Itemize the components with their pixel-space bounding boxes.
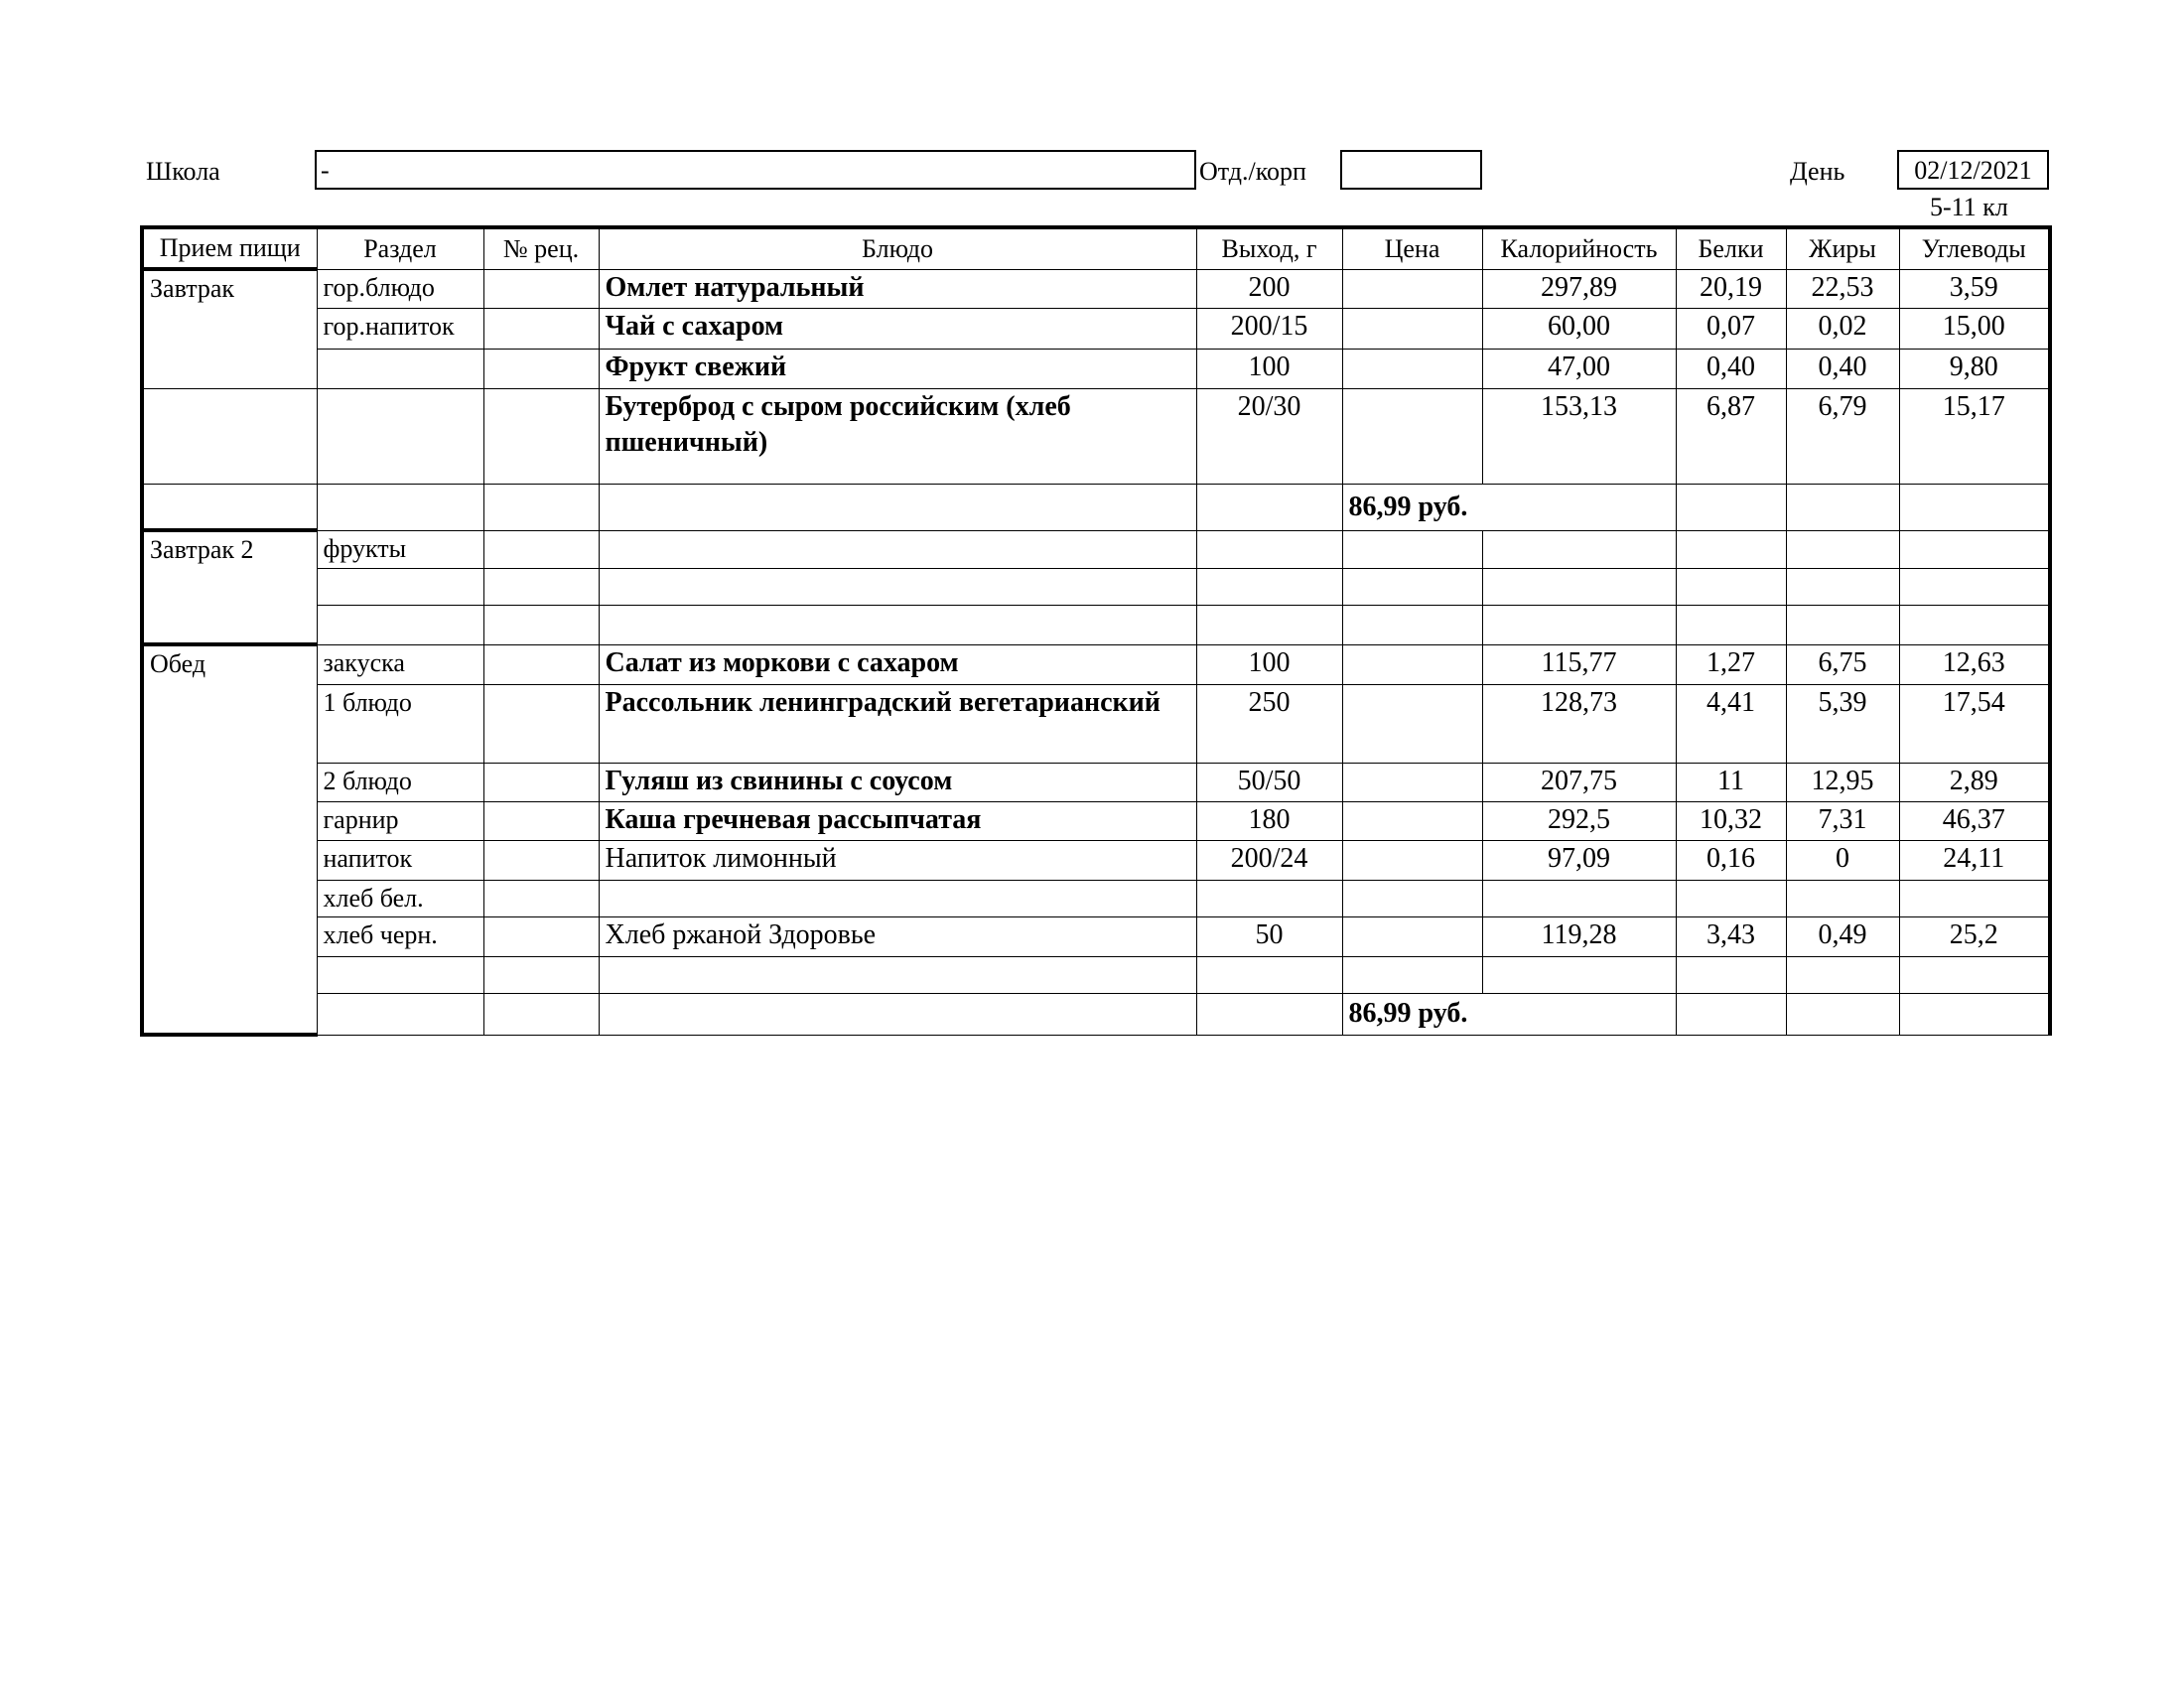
protein-cell [1676, 530, 1786, 568]
carbs-cell: 46,37 [1899, 801, 2050, 840]
yield-cell: 50/50 [1196, 763, 1342, 801]
yield-cell [1196, 880, 1342, 916]
price-cell [1342, 568, 1482, 605]
section-cell: гор.напиток [317, 308, 483, 349]
col-yield: Выход, г [1196, 227, 1342, 269]
fat-cell: 22,53 [1786, 269, 1899, 308]
table-row [142, 840, 2050, 880]
recipe-no-cell [483, 916, 599, 956]
price-cell [1342, 956, 1482, 993]
section-cell [317, 484, 483, 530]
fat-cell [1786, 568, 1899, 605]
recipe-no-cell [483, 763, 599, 801]
yield-cell [1196, 956, 1342, 993]
calories-cell: 297,89 [1482, 269, 1676, 308]
recipe-no-cell [483, 568, 599, 605]
section-cell: гарнир [317, 801, 483, 840]
yield-cell: 250 [1196, 684, 1342, 763]
table-row [142, 568, 2050, 605]
carbs-cell [1899, 880, 2050, 916]
section-cell: хлеб черн. [317, 916, 483, 956]
recipe-no-cell [483, 801, 599, 840]
table-row [142, 801, 2050, 840]
section-cell: 1 блюдо [317, 684, 483, 763]
fat-cell [1786, 484, 1899, 530]
yield-cell: 180 [1196, 801, 1342, 840]
calories-cell [1482, 880, 1676, 916]
price-cell [1342, 644, 1482, 684]
breakfast-price-total: 86,99 руб. [1342, 484, 1676, 530]
protein-cell [1676, 605, 1786, 644]
col-price: Цена [1342, 227, 1482, 269]
table-row [142, 763, 2050, 801]
recipe-no-cell [483, 993, 599, 1035]
carbs-cell: 2,89 [1899, 763, 2050, 801]
calories-cell: 97,09 [1482, 840, 1676, 880]
total-row [142, 484, 2050, 530]
carbs-cell [1899, 568, 2050, 605]
dish-cell: Рассольник ленинградский вегетарианский [599, 684, 1196, 763]
fat-cell: 0,49 [1786, 916, 1899, 956]
section-cell [317, 568, 483, 605]
dish-cell [599, 530, 1196, 568]
col-carbs: Углеводы [1899, 227, 2050, 269]
carbs-cell [1899, 993, 2050, 1035]
table-row [142, 644, 2050, 684]
yield-cell [1196, 993, 1342, 1035]
section-cell: хлеб бел. [317, 880, 483, 916]
recipe-no-cell [483, 880, 599, 916]
calories-cell: 128,73 [1482, 684, 1676, 763]
fat-cell: 6,75 [1786, 644, 1899, 684]
section-cell: фрукты [317, 530, 483, 568]
section-cell: закуска [317, 644, 483, 684]
table-row [142, 530, 2050, 568]
price-cell [1342, 840, 1482, 880]
carbs-cell: 24,11 [1899, 840, 2050, 880]
carbs-cell: 12,63 [1899, 644, 2050, 684]
calories-cell: 47,00 [1482, 349, 1676, 388]
fat-cell: 0,02 [1786, 308, 1899, 349]
fat-cell: 5,39 [1786, 684, 1899, 763]
table-row [142, 605, 2050, 644]
yield-cell: 50 [1196, 916, 1342, 956]
section-cell [317, 993, 483, 1035]
calories-cell: 153,13 [1482, 388, 1676, 484]
dish-cell: Фрукт свежий [599, 349, 1196, 388]
meal-lunch: Обед [142, 644, 317, 1035]
col-section: Раздел [317, 227, 483, 269]
carbs-cell: 15,00 [1899, 308, 2050, 349]
recipe-no-cell [483, 605, 599, 644]
calories-cell [1482, 956, 1676, 993]
section-cell: 2 блюдо [317, 763, 483, 801]
table-row [142, 308, 2050, 349]
fat-cell [1786, 956, 1899, 993]
dept-field[interactable] [1340, 150, 1482, 190]
col-calories: Калорийность [1482, 227, 1676, 269]
dish-cell [599, 484, 1196, 530]
price-cell [1342, 269, 1482, 308]
col-meal: Прием пищи [142, 227, 317, 269]
fat-cell [1786, 880, 1899, 916]
recipe-no-cell [483, 269, 599, 308]
dish-cell: Салат из моркови с сахаром [599, 644, 1196, 684]
carbs-cell [1899, 605, 2050, 644]
col-recipe-no: № рец. [483, 227, 599, 269]
table-row [142, 269, 2050, 308]
header-row [142, 227, 2050, 269]
price-cell [1342, 308, 1482, 349]
protein-cell: 0,16 [1676, 840, 1786, 880]
day-label: День [1790, 157, 1845, 186]
price-cell [1342, 763, 1482, 801]
protein-cell [1676, 956, 1786, 993]
carbs-cell [1899, 530, 2050, 568]
carbs-cell: 3,59 [1899, 269, 2050, 308]
recipe-no-cell [483, 956, 599, 993]
dish-cell: Напиток лимонный [599, 840, 1196, 880]
dish-cell: Бутерброд с сыром российским (хлеб пшеничный) [599, 388, 1196, 484]
table-row [142, 880, 2050, 916]
section-cell [317, 956, 483, 993]
carbs-cell [1899, 484, 2050, 530]
section-cell [317, 388, 483, 484]
dish-cell [599, 993, 1196, 1035]
table-row [142, 388, 2050, 484]
protein-cell: 4,41 [1676, 684, 1786, 763]
dish-cell [599, 605, 1196, 644]
protein-cell [1676, 568, 1786, 605]
calories-cell: 60,00 [1482, 308, 1676, 349]
dish-cell [599, 956, 1196, 993]
meal-cell [142, 484, 317, 530]
dish-cell [599, 568, 1196, 605]
protein-cell: 10,32 [1676, 801, 1786, 840]
dish-cell [599, 880, 1196, 916]
calories-cell: 115,77 [1482, 644, 1676, 684]
fat-cell [1786, 605, 1899, 644]
price-cell [1342, 880, 1482, 916]
carbs-cell: 17,54 [1899, 684, 2050, 763]
fat-cell [1786, 993, 1899, 1035]
carbs-cell [1899, 956, 2050, 993]
day-field[interactable]: 02/12/2021 [1897, 150, 2049, 190]
fat-cell: 12,95 [1786, 763, 1899, 801]
protein-cell: 0,07 [1676, 308, 1786, 349]
yield-cell: 100 [1196, 349, 1342, 388]
recipe-no-cell [483, 308, 599, 349]
recipe-no-cell [483, 840, 599, 880]
fat-cell: 0,40 [1786, 349, 1899, 388]
lunch-price-total: 86,99 руб. [1342, 993, 1676, 1035]
calories-cell: 119,28 [1482, 916, 1676, 956]
yield-cell: 20/30 [1196, 388, 1342, 484]
recipe-no-cell [483, 484, 599, 530]
yield-cell [1196, 568, 1342, 605]
section-cell: гор.блюдо [317, 269, 483, 308]
yield-cell [1196, 605, 1342, 644]
table-row [142, 349, 2050, 388]
col-protein: Белки [1676, 227, 1786, 269]
dish-cell: Каша гречневая рассыпчатая [599, 801, 1196, 840]
grade-label: 5-11 кл [1930, 193, 2008, 221]
protein-cell [1676, 484, 1786, 530]
protein-cell: 11 [1676, 763, 1786, 801]
calories-cell [1482, 568, 1676, 605]
price-cell [1342, 530, 1482, 568]
menu-table [140, 225, 2052, 1037]
protein-cell: 20,19 [1676, 269, 1786, 308]
fat-cell [1786, 530, 1899, 568]
recipe-no-cell [483, 644, 599, 684]
meal-breakfast: Завтрак [142, 269, 317, 388]
dept-label: Отд./корп [1199, 157, 1306, 186]
recipe-no-cell [483, 349, 599, 388]
carbs-cell: 9,80 [1899, 349, 2050, 388]
col-fat: Жиры [1786, 227, 1899, 269]
yield-cell: 100 [1196, 644, 1342, 684]
yield-cell [1196, 484, 1342, 530]
fat-cell: 0 [1786, 840, 1899, 880]
fat-cell: 6,79 [1786, 388, 1899, 484]
meal-breakfast-2: Завтрак 2 [142, 530, 317, 644]
carbs-cell: 15,17 [1899, 388, 2050, 484]
calories-cell [1482, 605, 1676, 644]
price-cell [1342, 605, 1482, 644]
section-cell [317, 605, 483, 644]
dish-cell: Хлеб ржаной Здоровье [599, 916, 1196, 956]
yield-cell: 200 [1196, 269, 1342, 308]
calories-cell: 207,75 [1482, 763, 1676, 801]
dish-cell: Гуляш из свинины с соусом [599, 763, 1196, 801]
section-cell [317, 349, 483, 388]
col-dish: Блюдо [599, 227, 1196, 269]
carbs-cell: 25,2 [1899, 916, 2050, 956]
yield-cell [1196, 530, 1342, 568]
calories-cell: 292,5 [1482, 801, 1676, 840]
table-row [142, 916, 2050, 956]
protein-cell: 6,87 [1676, 388, 1786, 484]
price-cell [1342, 388, 1482, 484]
table-row [142, 956, 2050, 993]
protein-cell [1676, 880, 1786, 916]
protein-cell: 1,27 [1676, 644, 1786, 684]
protein-cell: 0,40 [1676, 349, 1786, 388]
calories-cell [1482, 530, 1676, 568]
section-cell: напиток [317, 840, 483, 880]
price-cell [1342, 349, 1482, 388]
table-row [142, 684, 2050, 763]
recipe-no-cell [483, 684, 599, 763]
fat-cell: 7,31 [1786, 801, 1899, 840]
yield-cell: 200/15 [1196, 308, 1342, 349]
dish-cell: Омлет натуральный [599, 269, 1196, 308]
yield-cell: 200/24 [1196, 840, 1342, 880]
recipe-no-cell [483, 388, 599, 484]
protein-cell: 3,43 [1676, 916, 1786, 956]
total-row [142, 993, 2050, 1035]
price-cell [1342, 916, 1482, 956]
recipe-no-cell [483, 530, 599, 568]
dish-cell: Чай с сахаром [599, 308, 1196, 349]
price-cell [1342, 801, 1482, 840]
school-label: Школа [146, 157, 220, 186]
price-cell [1342, 684, 1482, 763]
meal-cell [142, 388, 317, 484]
protein-cell [1676, 993, 1786, 1035]
school-field[interactable]: - [315, 150, 1196, 190]
